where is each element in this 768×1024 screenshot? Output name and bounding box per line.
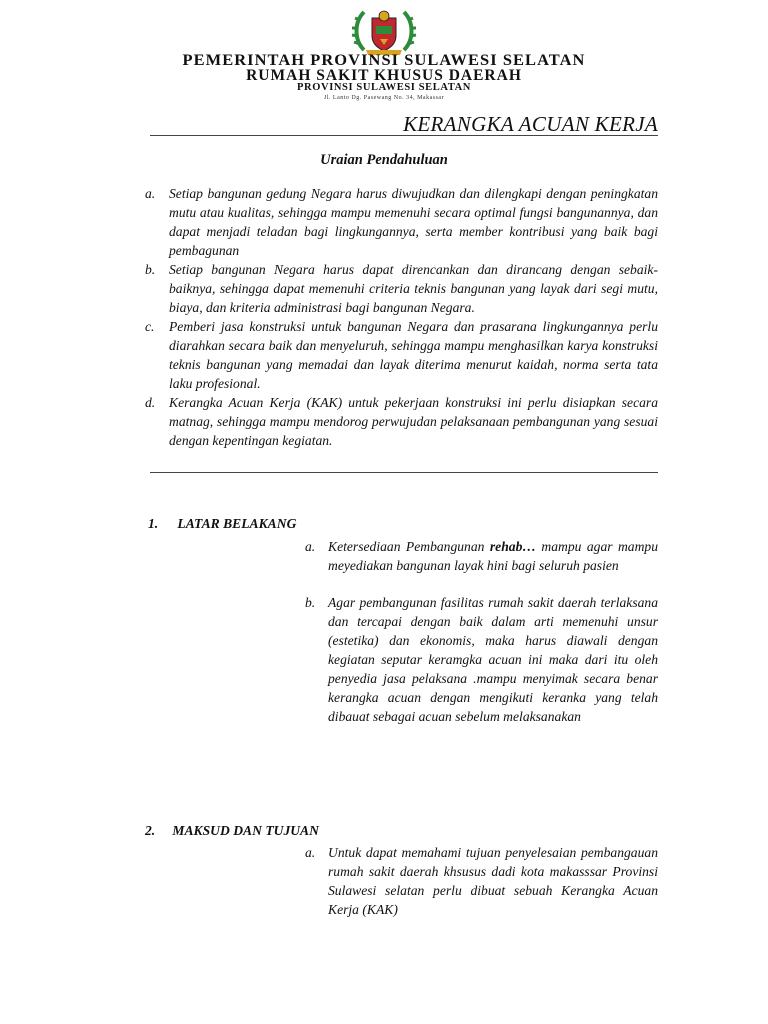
list-marker: b. (305, 595, 316, 610)
section-divider (150, 472, 658, 473)
list-marker: d. (145, 395, 156, 410)
list-item (305, 537, 658, 575)
text-run: mampu agar mampu meyediakan bangunan layak hini bagi seluruh pasien (328, 539, 658, 573)
intro-heading: Uraian Pendahuluan (320, 152, 448, 168)
list-item (145, 260, 658, 317)
list-item-text: Pemberi jasa konstruksi untuk bangunan Negara dan prasarana lingkungannya perlu diarahkan secara baik dan menyeluruh, sehingga mampu menghasilkan karya konstruksi teknis bangunan yang memadai dan layak diterima menurut kaidah, norma serta tata laku profesional. (169, 319, 658, 391)
list-item (305, 843, 658, 919)
list-marker: c. (145, 319, 155, 334)
list-item-text: Kerangka Acuan Kerja (KAK) untuk pekerjaan konstruksi ini perlu disiapkan secara matnag, sehingga mampu mendorog perwujudan pelaksanaan pembangunan yang sesuai dengan kepentingan kegiatan. (169, 395, 658, 448)
list-item-text: Untuk dapat memahami tujuan penyelesaian pembangauan rumah sakit daerah khsusus dadi kota makasssar Provinsi Sulawesi selatan perlu dibuat sebuah Kerangka Acuan Kerja (KAK) (328, 845, 658, 917)
section-heading-latar-belakang (148, 516, 296, 532)
intro-list (145, 184, 658, 450)
bold-text-run: rehab… (489, 539, 536, 554)
list-item (145, 317, 658, 393)
text-run: Ketersediaan Pembangunan (328, 539, 490, 554)
title-divider (150, 135, 658, 136)
list-item (305, 593, 658, 726)
list-item-text: Agar pembangunan fasilitas rumah sakit daerah terlaksana dan tercapai dengan baik dalam arti memenuhi unsur (estetika) dan ekonomis, maka harus diawali dengan kegiatan seputar keramgka acuan ini maka dari itu oleh penyedia jasa pelaksana .mampu menyimak secara benar kerangka acuan dengan mengikuti keranka yang telah dibauat sebagai acuan sebelum melaksanakan (328, 595, 658, 724)
letterhead-line-2: RUMAH SAKIT KHUSUS DAERAH (246, 67, 522, 84)
section-title: MAKSUD DAN TUJUAN (172, 823, 319, 838)
list-marker: a. (305, 845, 316, 860)
list-item-text (328, 537, 658, 575)
section-2-list (305, 843, 658, 919)
section-number: 2. (145, 823, 156, 838)
list-item (145, 393, 658, 450)
section-1-list (305, 537, 658, 726)
list-marker: a. (145, 186, 156, 201)
section-title: LATAR BELAKANG (177, 516, 297, 531)
spacer (305, 575, 658, 593)
letterhead-line-1: PEMERINTAH PROVINSI SULAWESI SELATAN (182, 52, 586, 69)
list-marker: a. (305, 539, 316, 554)
list-item-text: Setiap bangunan Negara harus dapat direncankan dan dirancang dengan sebaik-baiknya, sehingga dapat memenuhi criteria teknis bangunan yang layak dari segi mutu, biaya, dan kriteria administrasi bagi bangunan Negara. (169, 262, 658, 315)
document-title: KERANGKA ACUAN KERJA (403, 112, 658, 136)
letterhead-address: Jl. Lanto Dg. Pasewang No. 34, Makassar (323, 95, 445, 101)
list-item-text: Setiap bangunan gedung Negara harus diwujudkan dan dilengkapi dengan peningkatan mutu atau kualitas, sehingga mampu memenuhi secara optimal fungsi bangunannya, dan dapat menjadi teladan bagi lingkungannya, serta member kontribusi yang baik bagi pembagunan (169, 186, 658, 258)
section-heading-maksud-dan-tujuan (145, 823, 319, 839)
section-number: 1. (148, 516, 159, 531)
letterhead-line-3: PROVINSI SULAWESI SELATAN (297, 82, 471, 93)
list-marker: b. (145, 262, 156, 277)
provincial-crest-logo (350, 6, 418, 56)
list-item (145, 184, 658, 260)
